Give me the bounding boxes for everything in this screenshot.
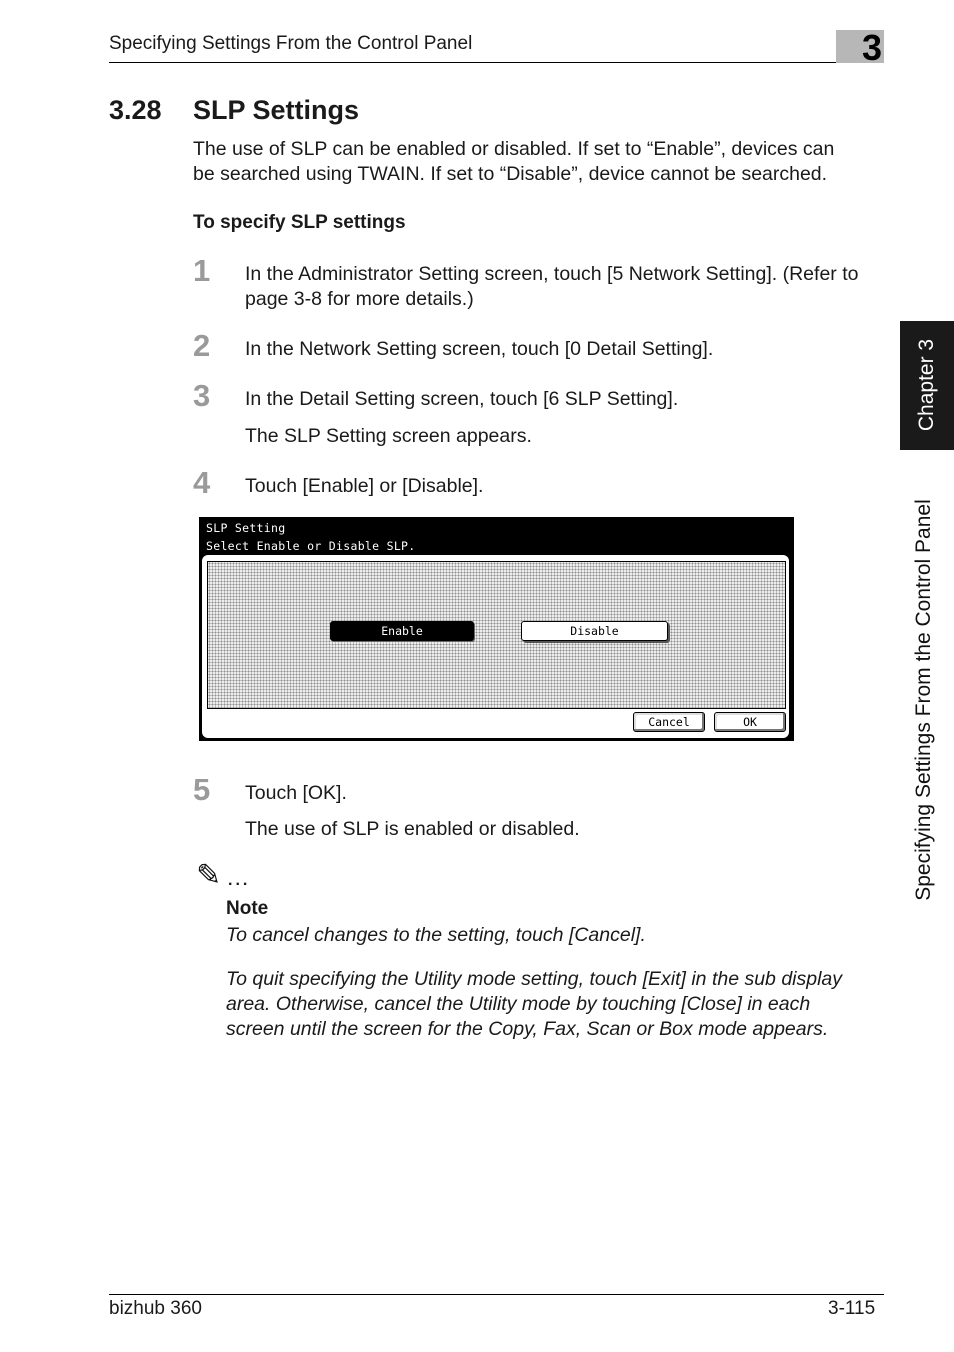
step-number: 4 <box>193 465 211 500</box>
procedure-subheading: To specify SLP settings <box>193 212 406 233</box>
chapter-number: 3 <box>861 27 882 68</box>
panel-title: SLP Setting <box>206 521 286 535</box>
header-divider <box>109 62 884 63</box>
note-dots: ... <box>228 872 251 889</box>
step-number: 2 <box>193 328 211 363</box>
chapter-number-box <box>836 27 884 68</box>
chapter-side-label: Chapter 3 <box>915 338 938 432</box>
step-number: 5 <box>193 772 211 807</box>
section-title: SLP Settings <box>193 95 360 125</box>
panel-pattern-area <box>207 561 786 709</box>
step-text: In the Network Setting screen, touch [0 Detail Setting]. <box>245 338 714 360</box>
note-text <box>226 967 886 1042</box>
note-text: To cancel changes to the setting, touch [Cancel]. <box>226 924 646 946</box>
step-result: The SLP Setting screen appears. <box>245 425 532 447</box>
intro-line: be searched using TWAIN. If set to “Disable”, device cannot be searched. <box>193 163 828 185</box>
footer-divider <box>109 1294 884 1295</box>
section-number: 3.28 <box>109 95 162 125</box>
footer-product: bizhub 360 <box>109 1298 202 1319</box>
note-line: To quit specifying the Utility mode setting, touch [Exit] in the sub display <box>226 968 843 990</box>
step-result: The use of SLP is enabled or disabled. <box>245 818 580 840</box>
note-line: screen until the screen for the Copy, Fax, Scan or Box mode appears. <box>226 1018 829 1040</box>
step-text: Touch [Enable] or [Disable]. <box>245 475 484 497</box>
ok-button[interactable]: OK <box>714 712 786 732</box>
panel-body <box>202 555 789 738</box>
note-line: area. Otherwise, cancel the Utility mode by touching [Close] in each <box>226 993 811 1015</box>
intro-paragraph <box>193 137 883 187</box>
step-number: 1 <box>193 253 211 288</box>
step-line: page 3-8 for more details.) <box>245 288 474 310</box>
step-text: In the Detail Setting screen, touch [6 SLP Setting]. <box>245 388 679 410</box>
step-number: 3 <box>193 378 211 413</box>
step-text <box>245 262 885 312</box>
cancel-button[interactable]: Cancel <box>633 712 705 732</box>
note-label: Note <box>226 898 269 919</box>
slp-setting-panel <box>199 517 794 741</box>
disable-button[interactable]: Disable <box>521 621 668 641</box>
intro-line: The use of SLP can be enabled or disabled. If set to “Enable”, devices can <box>193 138 835 160</box>
section-side-label: Specifying Settings From the Control Panel <box>912 499 935 901</box>
footer-page-number: 3-115 <box>828 1298 876 1319</box>
panel-message: Select Enable or Disable SLP. <box>206 539 416 553</box>
step-text: Touch [OK]. <box>245 782 347 804</box>
running-header: Specifying Settings From the Control Panel <box>109 33 473 54</box>
section-heading <box>109 95 359 126</box>
pencil-icon: ✎ <box>196 859 222 892</box>
step-line: In the Administrator Setting screen, touch [5 Network Setting]. (Refer to <box>245 263 859 285</box>
enable-button[interactable]: Enable <box>330 621 474 641</box>
